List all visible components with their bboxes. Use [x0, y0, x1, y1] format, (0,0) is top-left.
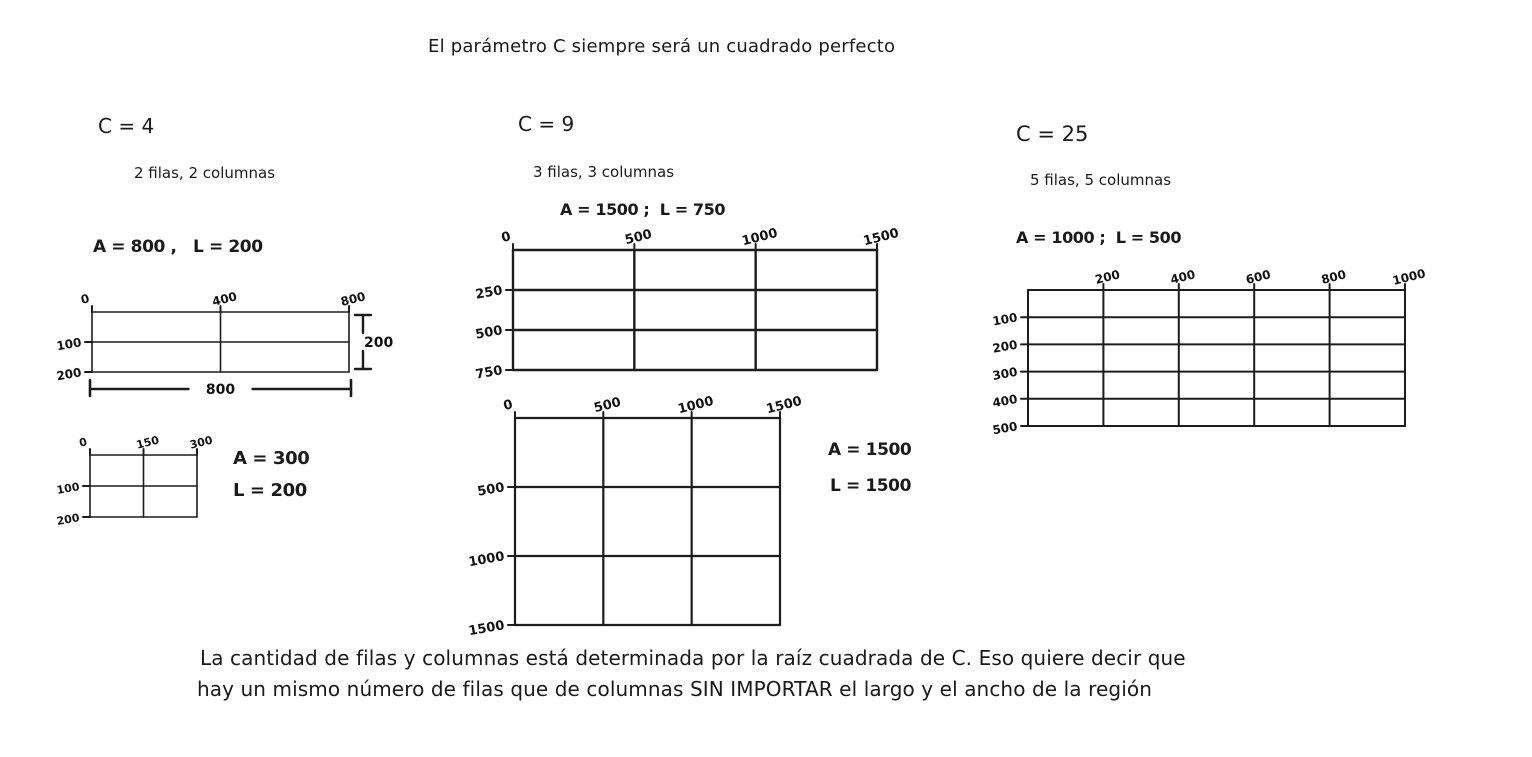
c9-square-grid [450, 386, 810, 640]
x-tick-label: 500 [623, 227, 654, 249]
y-tick-label: 100 [55, 335, 83, 354]
x-tick-label: 150 [134, 433, 161, 452]
footer-text-line1: La cantidad de filas y columnas está determinada por la raíz cuadrada de C. Eso quiere decir que [200, 646, 1186, 670]
y-tick-label: 200 [55, 511, 81, 528]
c25-heading: C = 25 [1016, 122, 1089, 146]
y-tick-label: 100 [55, 480, 81, 497]
x-tick-label: 0 [501, 397, 515, 414]
c4-subheading: 2 filas, 2 columnas [134, 164, 276, 182]
c9-heading: C = 9 [518, 112, 575, 136]
c9-wide-grid [450, 213, 930, 383]
y-tick-label: 500 [991, 419, 1019, 438]
x-tick-label: 1000 [740, 225, 780, 250]
c4-small-grid-length-label: L = 200 [233, 480, 307, 501]
y-tick-label: 400 [991, 391, 1019, 411]
y-tick-label: 1000 [467, 549, 506, 571]
y-tick-label: 300 [991, 364, 1019, 383]
y-tick-label: 250 [474, 283, 504, 303]
x-tick-label: 1500 [764, 393, 804, 418]
height-dim-label: 200 [364, 335, 394, 351]
x-tick-label: 300 [188, 433, 214, 452]
x-tick-label: 800 [339, 289, 367, 309]
c4-small-grid [48, 421, 223, 529]
c9-square-grid-area-label: A = 1500 [828, 440, 912, 460]
x-tick-label: 600 [1244, 267, 1273, 287]
c9-subheading: 3 filas, 3 columnas [533, 163, 675, 181]
y-tick-label: 1500 [467, 618, 506, 640]
x-tick-label: 1000 [1391, 266, 1427, 288]
y-tick-label: 500 [476, 480, 506, 500]
c4-heading: C = 4 [98, 114, 155, 138]
x-tick-label: 400 [1168, 267, 1197, 287]
c25-subheading: 5 filas, 5 columnas [1030, 171, 1172, 189]
page-title: El parámetro C siempre será un cuadrado perfecto [428, 36, 896, 57]
x-tick-label: 400 [210, 289, 239, 309]
y-tick-label: 500 [474, 323, 504, 343]
x-tick-label: 0 [499, 229, 513, 246]
x-tick-label: 200 [1093, 267, 1122, 287]
y-tick-label: 200 [55, 365, 83, 384]
y-tick-label: 750 [474, 363, 504, 383]
c25-grid-label: A = 1000 ; L = 500 [1016, 228, 1182, 247]
x-tick-label: 0 [77, 435, 89, 450]
x-tick-label: 0 [79, 291, 91, 307]
c25-grid [958, 250, 1458, 440]
footer-text-line2: hay un mismo número de filas que de columnas SIN IMPORTAR el largo y el ancho de la región [197, 677, 1152, 701]
x-tick-label: 1000 [676, 393, 716, 418]
width-dim-label: 800 [205, 382, 236, 398]
x-tick-label: 800 [1319, 267, 1348, 287]
y-tick-label: 200 [991, 337, 1019, 356]
c9-square-grid-length-label: L = 1500 [830, 476, 912, 496]
c4-main-grid-label: A = 800 , L = 200 [93, 237, 263, 257]
c4-small-grid-area-label: A = 300 [233, 448, 310, 469]
c9-wide-grid-label: A = 1500 ; L = 750 [560, 200, 726, 219]
y-tick-label: 100 [991, 310, 1019, 329]
c4-main-grid [52, 283, 412, 405]
x-tick-label: 500 [592, 395, 623, 417]
x-tick-label: 1500 [861, 225, 901, 250]
